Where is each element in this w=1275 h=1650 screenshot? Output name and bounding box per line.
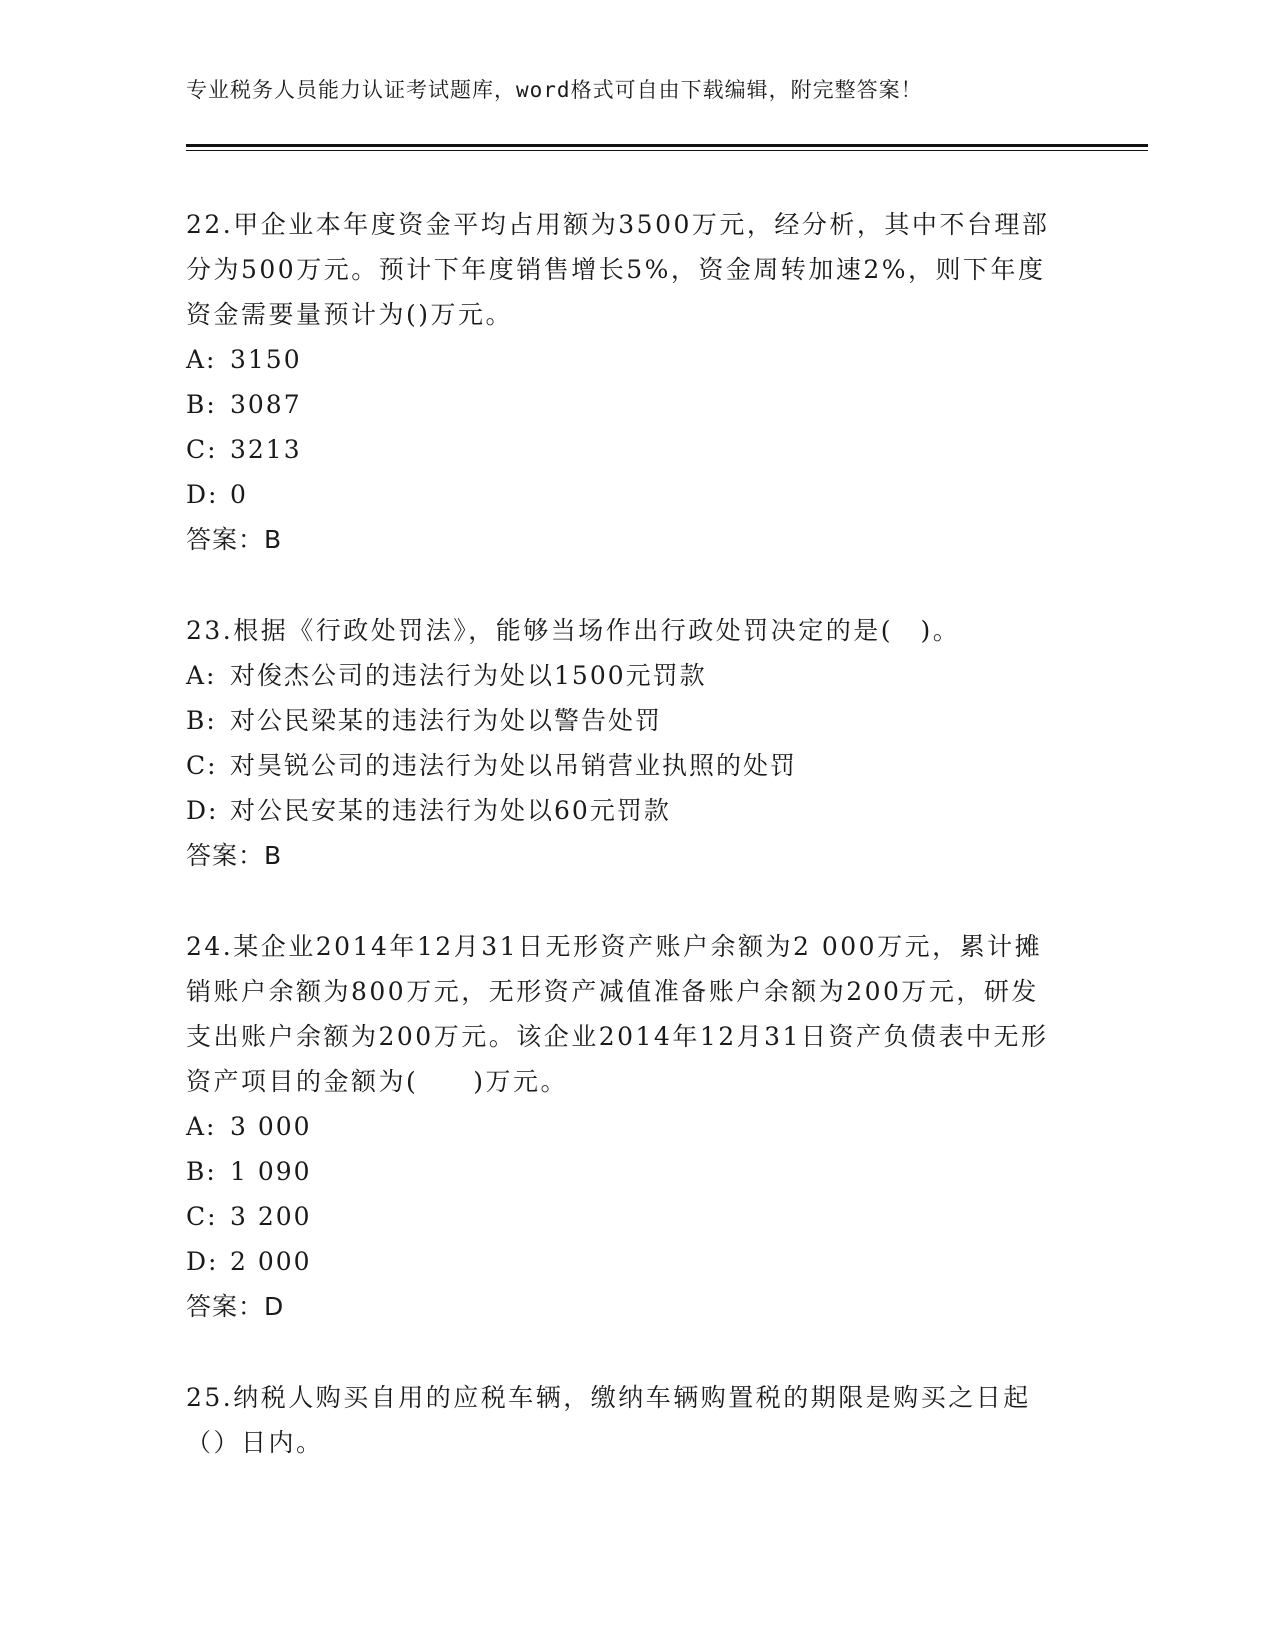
option-key: A: [186,661,217,690]
question-24 [186,924,1066,1329]
option-text: 3087 [230,390,302,419]
option-key: D: [186,796,219,825]
option-b [186,382,1066,427]
option-a [186,1104,1066,1149]
option-text: 1 090 [230,1157,312,1186]
question-stem: 22.甲企业本年度资金平均占用额为3500万元，经分析，其中不台理部分为500万元。预计下年度销售增长5%，资金周转加速2%，则下年度资金需要量预计为()万元。 [186,210,1050,329]
answer-label: 答案：B [186,841,283,870]
option-d [186,1239,1066,1284]
question-23 [186,608,1066,878]
option-a [186,337,1066,382]
question-25 [186,1375,1066,1465]
option-c [186,427,1066,472]
option-text: 对俊杰公司的违法行为处以1500元罚款 [230,661,707,690]
question-stem: 24.某企业2014年12月31日无形资产账户余额为2 000万元，累计摊销账户余额为800万元，无形资产减值准备账户余额为200万元，研发支出账户余额为200万元。该企业2014年12月31日资产负债表中无形资产项目的金额为( )万元。 [186,932,1049,1096]
option-d [186,472,1066,517]
option-key: D: [186,480,219,509]
option-text: 对昊锐公司的违法行为处以吊销营业执照的处罚 [230,751,798,780]
question-22 [186,202,1066,562]
header-rule-thin [186,150,1148,151]
answer-label: 答案：B [186,525,283,554]
header-rule-thick [186,144,1148,147]
question-stem: 23.根据《行政处罚法》，能够当场作出行政处罚决定的是( )。 [186,616,961,645]
option-key: B: [186,390,217,419]
option-b [186,698,1066,743]
option-text: 2 000 [230,1247,312,1276]
page-header: 专业税务人员能力认证考试题库，word格式可自由下载编辑，附完整答案！ [186,78,923,102]
option-c [186,743,1066,788]
option-text: 0 [230,480,248,509]
option-text: 3 200 [230,1202,312,1231]
option-text: 3150 [230,345,302,374]
option-key: C: [186,751,218,780]
option-key: B: [186,706,217,735]
answer-label: 答案：D [186,1292,285,1321]
option-key: A: [186,1112,217,1141]
option-a [186,653,1066,698]
option-text: 对公民梁某的违法行为处以警告处罚 [230,706,663,735]
option-key: B: [186,1157,217,1186]
option-key: C: [186,1202,218,1231]
question-list [186,202,1066,1511]
option-d [186,788,1066,833]
option-b [186,1149,1066,1194]
option-key: C: [186,435,218,464]
question-stem: 25.纳税人购买自用的应税车辆，缴纳车辆购置税的期限是购买之日起（）日内。 [186,1383,1031,1457]
option-c [186,1194,1066,1239]
option-key: A: [186,345,217,374]
option-text: 对公民安某的违法行为处以60元罚款 [230,796,671,825]
option-text: 3213 [230,435,302,464]
option-key: D: [186,1247,219,1276]
option-text: 3 000 [230,1112,312,1141]
